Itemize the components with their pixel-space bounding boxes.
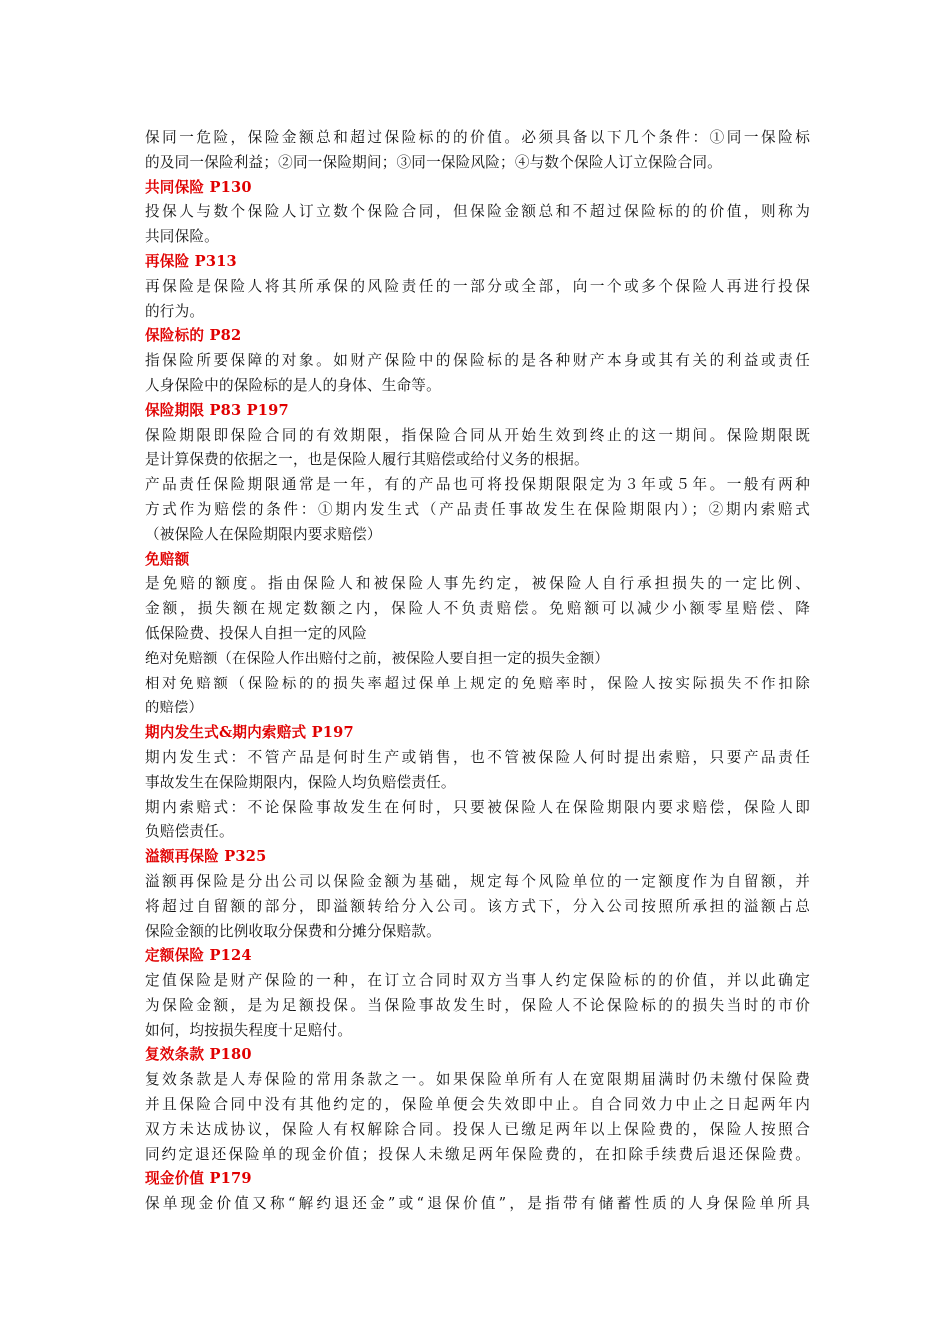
section-co-insurance [145,176,810,250]
text-line: 期内发生式：不管产品是何时生产或销售，也不管被保险人何时提出索赔，只要产品责任 [145,748,810,766]
text-line: 金额，损失额在规定数额之内，保险人不负责赔偿。免赔额可以减少小额零星赔偿、降 [145,600,810,618]
text-line: 产品责任保险期限通常是一年，有的产品也可将投保期限限定为３年或５年。一般有两种 [145,476,810,494]
intro-paragraph [145,126,810,176]
text-line: 保险金额的比例收取分保费和分摊分保赔款。 [145,922,441,940]
section-valued-insurance [145,944,810,1043]
section-heading: 保险期限 P83 P197 [145,401,289,419]
text-line: 双方未达成协议，保险人有权解除合同。投保人已缴足两年以上保险费的，保险人按照合 [145,1120,810,1138]
text-line: 低保险费、投保人自担一定的风险 [145,624,367,642]
section-insurance-period [145,399,810,548]
text-line: 同约定退还保险单的现金价值；投保人未缴足两年保险费的，在扣除手续费后退还保险费。 [145,1145,810,1163]
text-line: 方式作为赔偿的条件：①期内发生式（产品责任事故发生在保险期限内）；②期内索赔式 [145,500,810,518]
text-line: 保同一危险，保险金额总和超过保险标的的价值。必须具备以下几个条件：①同一保险标 [145,129,810,146]
section-occurrence-claims-made [145,721,810,845]
text-line: （被保险人在保险期限内要求赔偿） [145,525,382,543]
section-heading: 共同保险 P130 [145,178,252,196]
section-heading: 再保险 P313 [145,252,237,270]
section-heading: 复效条款 P180 [145,1046,252,1064]
section-insured-subject [145,324,810,398]
text-line: 将超过自留额的部分，即溢额转给分入公司。该方式下，分入公司按照所承担的溢额占总 [145,897,810,915]
section-deductible [145,548,810,722]
text-line: 事故发生在保险期限内，保险人均负赔偿责任。 [145,773,456,791]
text-line: 人身保险中的保险标的是人的身体、生命等。 [145,376,441,394]
text-line: 定值保险是财产保险的一种，在订立合同时双方当事人约定保险标的的价值，并以此确定 [145,972,810,990]
text-line: 的行为。 [145,302,205,320]
text-line: 负赔偿责任。 [145,823,234,841]
section-reinstatement-clause [145,1043,810,1167]
text-line: 溢额再保险是分出公司以保险金额为基础，规定每个风险单位的一定额度作为自留额，并 [145,872,810,890]
section-surplus-reinsurance [145,845,810,944]
section-cash-value [145,1167,810,1217]
section-heading: 免赔额 [145,550,190,568]
text-line: 如何，均按损失程度十足赔付。 [145,1021,353,1039]
text-line: 保险期限即保险合同的有效期限，指保险合同从开始生效到终止的这一期间。保险期限既 [145,426,810,444]
text-line: 投保人与数个保险人订立数个保险合同，但保险金额总和不超过保险标的的价值，则称为 [145,203,810,221]
text-line: 共同保险。 [145,228,219,246]
text-line: 为保险金额，是为足额投保。当保险事故发生时，保险人不论保险标的的损失当时的市价 [145,996,810,1014]
text-line: 再保险是保险人将其所承保的风险责任的一部分或全部，向一个或多个保险人再进行投保 [145,277,810,295]
text-line: 的赔偿） [145,700,203,717]
text-line: 是免赔的额度。指由保险人和被保险人事先约定，被保险人自行承担损失的一定比例、 [145,575,810,593]
text-line: 期内索赔式：不论保险事故发生在何时，只要被保险人在保险期限内要求赔偿，保险人即 [145,798,810,816]
section-heading: 定额保险 P124 [145,947,252,965]
text-line: 复效条款是人寿保险的常用条款之一。如果保险单所有人在宽限期届满时仍未缴付保险费 [145,1071,810,1089]
section-heading: 现金价值 P179 [145,1170,252,1188]
section-heading: 溢额再保险 P325 [145,848,267,866]
text-line: 相对免赔额（保险标的的损失率超过保单上规定的免赔率时，保险人按实际损失不作扣除 [145,675,810,692]
text-line: 的及同一保险利益；②同一保险期间；③同一保险风险；④与数个保险人订立保险合同。 [145,153,722,171]
text-line: 是计算保费的依据之一，也是保险人履行其赔偿或给付义务的根据。 [145,451,589,469]
text-line: 并且保险合同中没有其他约定的，保险单便会失效即中止。自合同效力中止之日起两年内 [145,1096,810,1114]
section-heading: 期内发生式&期内索赔式 P197 [145,724,354,742]
section-reinsurance [145,250,810,324]
text-line: 指保险所要保障的对象。如财产保险中的保险标的是各种财产本身或其有关的利益或责任 [145,352,810,370]
text-line: 保单现金价值又称“解约退还金”或“退保价值”，是指带有储蓄性质的人身保险单所具 [145,1195,810,1213]
document-page [145,126,810,1217]
text-line: 绝对免赔额（在保险人作出赔付之前，被保险人要自担一定的损失金额） [145,650,609,667]
section-heading: 保险标的 P82 [145,327,242,345]
